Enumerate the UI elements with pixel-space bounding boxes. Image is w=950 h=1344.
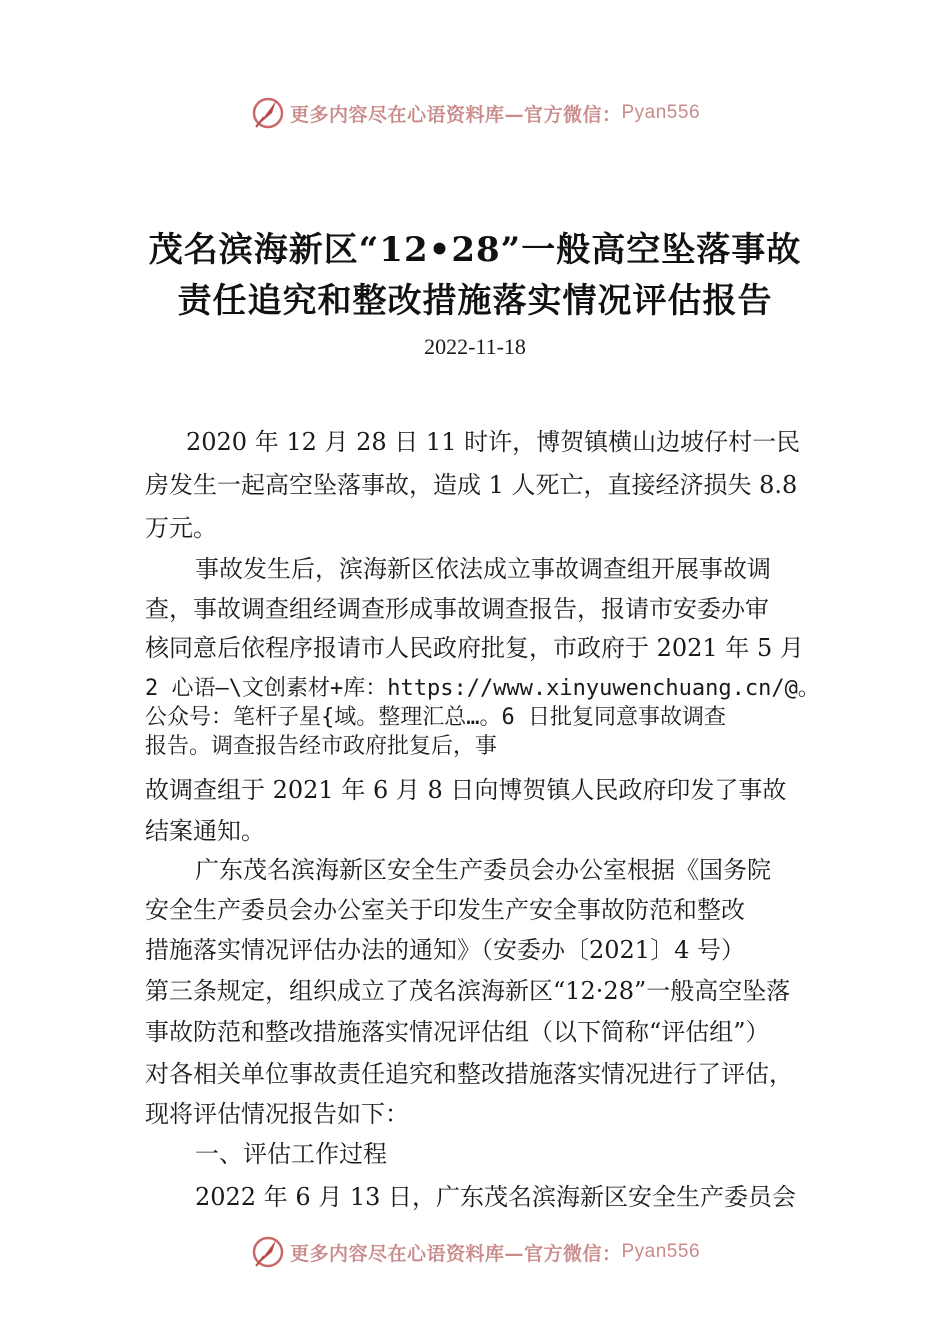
body-line: 第三条规定，组织成立了茂名滨海新区“12·28”一般高空坠落 xyxy=(145,977,791,1005)
body-line: 查，事故调查组经调查形成事故调查报告，报请市安委办审 xyxy=(145,595,769,623)
body-line: 万元。 xyxy=(145,514,217,542)
section-heading: 一、评估工作过程 xyxy=(195,1140,387,1168)
banner-text: 更多内容尽在心语资料库—官方微信： xyxy=(289,103,622,126)
banner-wechat-id: Pyan556 xyxy=(621,102,701,123)
doc-date: 2022-11-18 xyxy=(424,334,526,359)
body-line: 2 心语—\文创素材+库：https://www.xinyuwenchuang.cn/@。 xyxy=(145,676,820,701)
body-line: 核同意后依程序报请市人民政府批复，市政府于 2021 年 5 月 xyxy=(145,634,804,662)
body-line: 报告。调查报告经市政府批复后，事 xyxy=(145,734,498,759)
quill-logo-icon xyxy=(250,95,286,131)
quill-logo-icon xyxy=(250,1234,286,1270)
body-line: 对各相关单位事故责任追究和整改措施落实情况进行了评估， xyxy=(145,1060,793,1088)
body-line: 2020 年 12 月 28 日 11 时许，博贺镇横山边坡仔村一民 xyxy=(186,428,801,456)
banner-wechat-id: Pyan556 xyxy=(621,1241,701,1262)
body-line: 措施落实情况评估办法的通知》（安委办〔2021〕4 号） xyxy=(145,936,745,964)
body-line: 公众号：笔杆子星{域。整理汇总…。6 日批复同意事故调查 xyxy=(145,705,726,730)
footer-banner xyxy=(0,1232,950,1272)
header-banner xyxy=(0,93,950,133)
body-line: 安全生产委员会办公室关于印发生产安全事故防范和整改 xyxy=(145,896,745,924)
body-line: 房发生一起高空坠落事故，造成 1 人死亡，直接经济损失 8.8 xyxy=(145,471,798,499)
body-line: 故调查组于 2021 年 6 月 8 日向博贺镇人民政府印发了事故 xyxy=(145,776,787,804)
doc-title-line-1: 茂名滨海新区“12•28”一般高空坠落事故 xyxy=(148,230,802,270)
body-line: 事故防范和整改措施落实情况评估组（以下简称“评估组”） xyxy=(145,1018,770,1046)
body-line: 2022 年 6 月 13 日，广东茂名滨海新区安全生产委员会 xyxy=(195,1183,797,1211)
body-line: 事故发生后，滨海新区依法成立事故调查组开展事故调 xyxy=(195,555,771,583)
doc-title-line-2: 责任追究和整改措施落实情况评估报告 xyxy=(177,281,773,321)
banner-text: 更多内容尽在心语资料库—官方微信： xyxy=(289,1242,622,1265)
body-line: 结案通知。 xyxy=(145,817,265,845)
body-line: 现将评估情况报告如下： xyxy=(145,1100,409,1128)
body-line: 广东茂名滨海新区安全生产委员会办公室根据《国务院 xyxy=(195,856,771,884)
